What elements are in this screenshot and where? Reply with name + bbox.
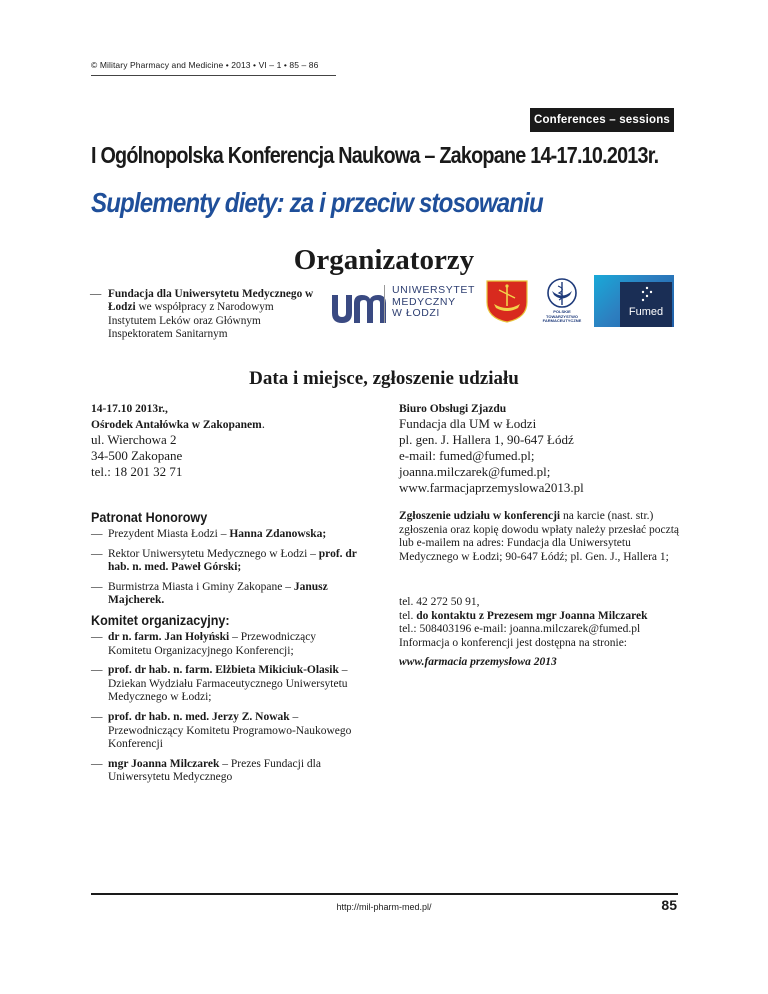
- contact-line: tel.: 508403196 e-mail: joanna.milczarek@fumed.pl: [399, 623, 641, 636]
- list-item-text: Rektor Uniwersytetu Medycznego w Łodzi –: [108, 547, 319, 560]
- list-item: [91, 548, 361, 575]
- list-item-text: – Dziekan Wydziału Farmaceutycznego Uniwersytetu Medycznego w Łodzi;: [108, 664, 348, 704]
- venue-block: [91, 402, 351, 480]
- dash-bullet: —: [91, 580, 103, 593]
- contact-person: do kontaktu z Prezesem mgr Joanna Milczarek: [416, 609, 648, 622]
- komitet-heading: Komitet organizacyjny:: [91, 612, 230, 628]
- list-item: [91, 758, 361, 785]
- bureau-address: pl. gen. J. Hallera 1, 90-647 Łódź: [399, 432, 574, 447]
- um-logo-divider: [384, 285, 385, 323]
- list-item-text: Prezydent Miasta Łodzi –: [108, 528, 230, 540]
- list-item-name: prof. dr hab. n. med. Paweł Górski;: [108, 547, 357, 574]
- registration-bold: Zgłoszenie udziału w konferencji: [399, 510, 561, 522]
- list-item-text: – Przewodniczący Komitetu Programowo-Naukowego Konferencji: [108, 710, 352, 751]
- contact-block: [399, 596, 689, 650]
- info-line: Informacja o konferencji jest dostępna na stronie:: [399, 636, 628, 649]
- dash-bullet: —: [91, 631, 103, 643]
- list-item-text: Burmistrza Miasta i Gminy Zakopane –: [108, 580, 294, 593]
- um-logo-line1: UNIWERSYTET: [392, 284, 476, 296]
- dash-bullet: —: [91, 757, 103, 770]
- conference-website[interactable]: www.farmacia przemysłowa 2013: [399, 656, 557, 668]
- section-badge: Conferences – sessions: [530, 108, 674, 132]
- date-place-heading: Data i miejsce, zgłoszenie udziału: [249, 368, 519, 389]
- venue-name: Ośrodek Antałówka w Zakopanem: [91, 419, 262, 431]
- venue-name-suffix: .: [261, 416, 265, 431]
- page-subtitle: Suplementy diety: za i przeciw stosowaniu: [91, 187, 543, 218]
- patronat-heading: Patronat Honorowy: [91, 509, 208, 525]
- dash-bullet: —: [91, 547, 103, 560]
- list-item-name: dr n. farm. Jan Hołyński: [108, 631, 230, 643]
- dash-bullet: —: [91, 710, 103, 723]
- contact-phone: tel. 42 272 50 91,: [399, 596, 480, 608]
- bureau-line1: Fundacja dla UM w Łodzi: [399, 416, 537, 431]
- komitet-list: [91, 631, 361, 791]
- dash-bullet: —: [91, 664, 103, 677]
- fumed-dots-icon: [640, 286, 654, 302]
- list-item: [91, 581, 361, 608]
- footer-url[interactable]: http://mil-pharm-med.pl/: [336, 902, 432, 912]
- page-title: I Ogólnopolska Konferencja Naukowa – Zakopane 14-17.10.2013r.: [91, 142, 659, 168]
- list-item-name: Hanna Zdanowska;: [229, 528, 327, 540]
- organizers-intro-bold: Fundacja dla Uniwersytetu Medycznego w Łodzi: [108, 288, 314, 314]
- bureau-title: Biuro Obsługi Zjazdu: [399, 403, 507, 415]
- list-item: [91, 528, 361, 542]
- venue-dates: 14-17.10 2013r.,: [91, 403, 168, 415]
- patronat-list: [91, 528, 361, 614]
- organizers-intro-text: we współpracy z Narodowym Instytutem Leków oraz Głównym Inspektoratem Sanitarnym: [108, 301, 274, 341]
- list-item-name: Janusz Majcherek.: [108, 580, 328, 607]
- header-rule: [91, 75, 336, 76]
- bureau-email1[interactable]: e-mail: fumed@fumed.pl;: [399, 448, 535, 463]
- organizers-intro: [90, 288, 320, 342]
- organizers-heading: Organizatorzy: [293, 244, 475, 276]
- list-item: [91, 664, 361, 705]
- list-item-name: mgr Joanna Milczarek: [108, 757, 220, 770]
- um-logo-line3: W ŁODZI: [392, 307, 440, 319]
- list-item: [91, 631, 361, 658]
- list-item-name: prof. dr hab. n. farm. Elżbieta Mikiciuk-Olasik: [108, 664, 339, 677]
- fumed-logo-text: Fumed: [628, 306, 664, 318]
- list-item-text: – Prezes Fundacji dla Uniwersytetu Medycznego: [108, 757, 321, 784]
- pharmaceutical-society-logo-text: POLSKIE TOWARZYSTWO FARMACEUTYCZNE: [542, 309, 582, 324]
- running-head: © Military Pharmacy and Medicine • 2013 • VI – 1 • 85 – 86: [91, 60, 319, 70]
- registration-text: na karcie (nast. str.) zgłoszenia oraz kopię dowodu wpłaty należy przesłać pocztą lub e-mailem na adres: Fundacja dla Uniwersytetu Medycznego w Łodzi; 90-647 Łódź; pl. Gen. J., Hallera 1;: [399, 510, 680, 563]
- um-logo-line2: MEDYCZNY: [392, 295, 456, 308]
- list-item-name: prof. dr hab. n. med. Jerzy Z. Nowak: [108, 710, 290, 723]
- venue-street: ul. Wierchowa 2: [91, 432, 177, 447]
- page-number: 85: [661, 897, 677, 913]
- list-item: [91, 711, 361, 752]
- registration-block: [399, 510, 689, 564]
- dash-bullet: —: [90, 288, 102, 300]
- list-item-text: – Przewodniczący Komitetu Organizacyjnego Konferencji;: [108, 631, 317, 657]
- venue-phone: tel.: 18 201 32 71: [91, 464, 183, 479]
- lodz-coat-of-arms-logo: [484, 278, 530, 324]
- bureau-email2[interactable]: joanna.milczarek@fumed.pl;: [399, 464, 551, 479]
- contact-prefix: tel.: [399, 609, 417, 622]
- bureau-block: [399, 402, 689, 496]
- um-logo-text: [392, 285, 475, 320]
- footer-rule: [91, 893, 678, 895]
- bureau-website[interactable]: www.farmacjaprzemyslowa2013.pl: [399, 480, 584, 495]
- dash-bullet: —: [91, 528, 103, 540]
- venue-city: 34-500 Zakopane: [91, 448, 183, 463]
